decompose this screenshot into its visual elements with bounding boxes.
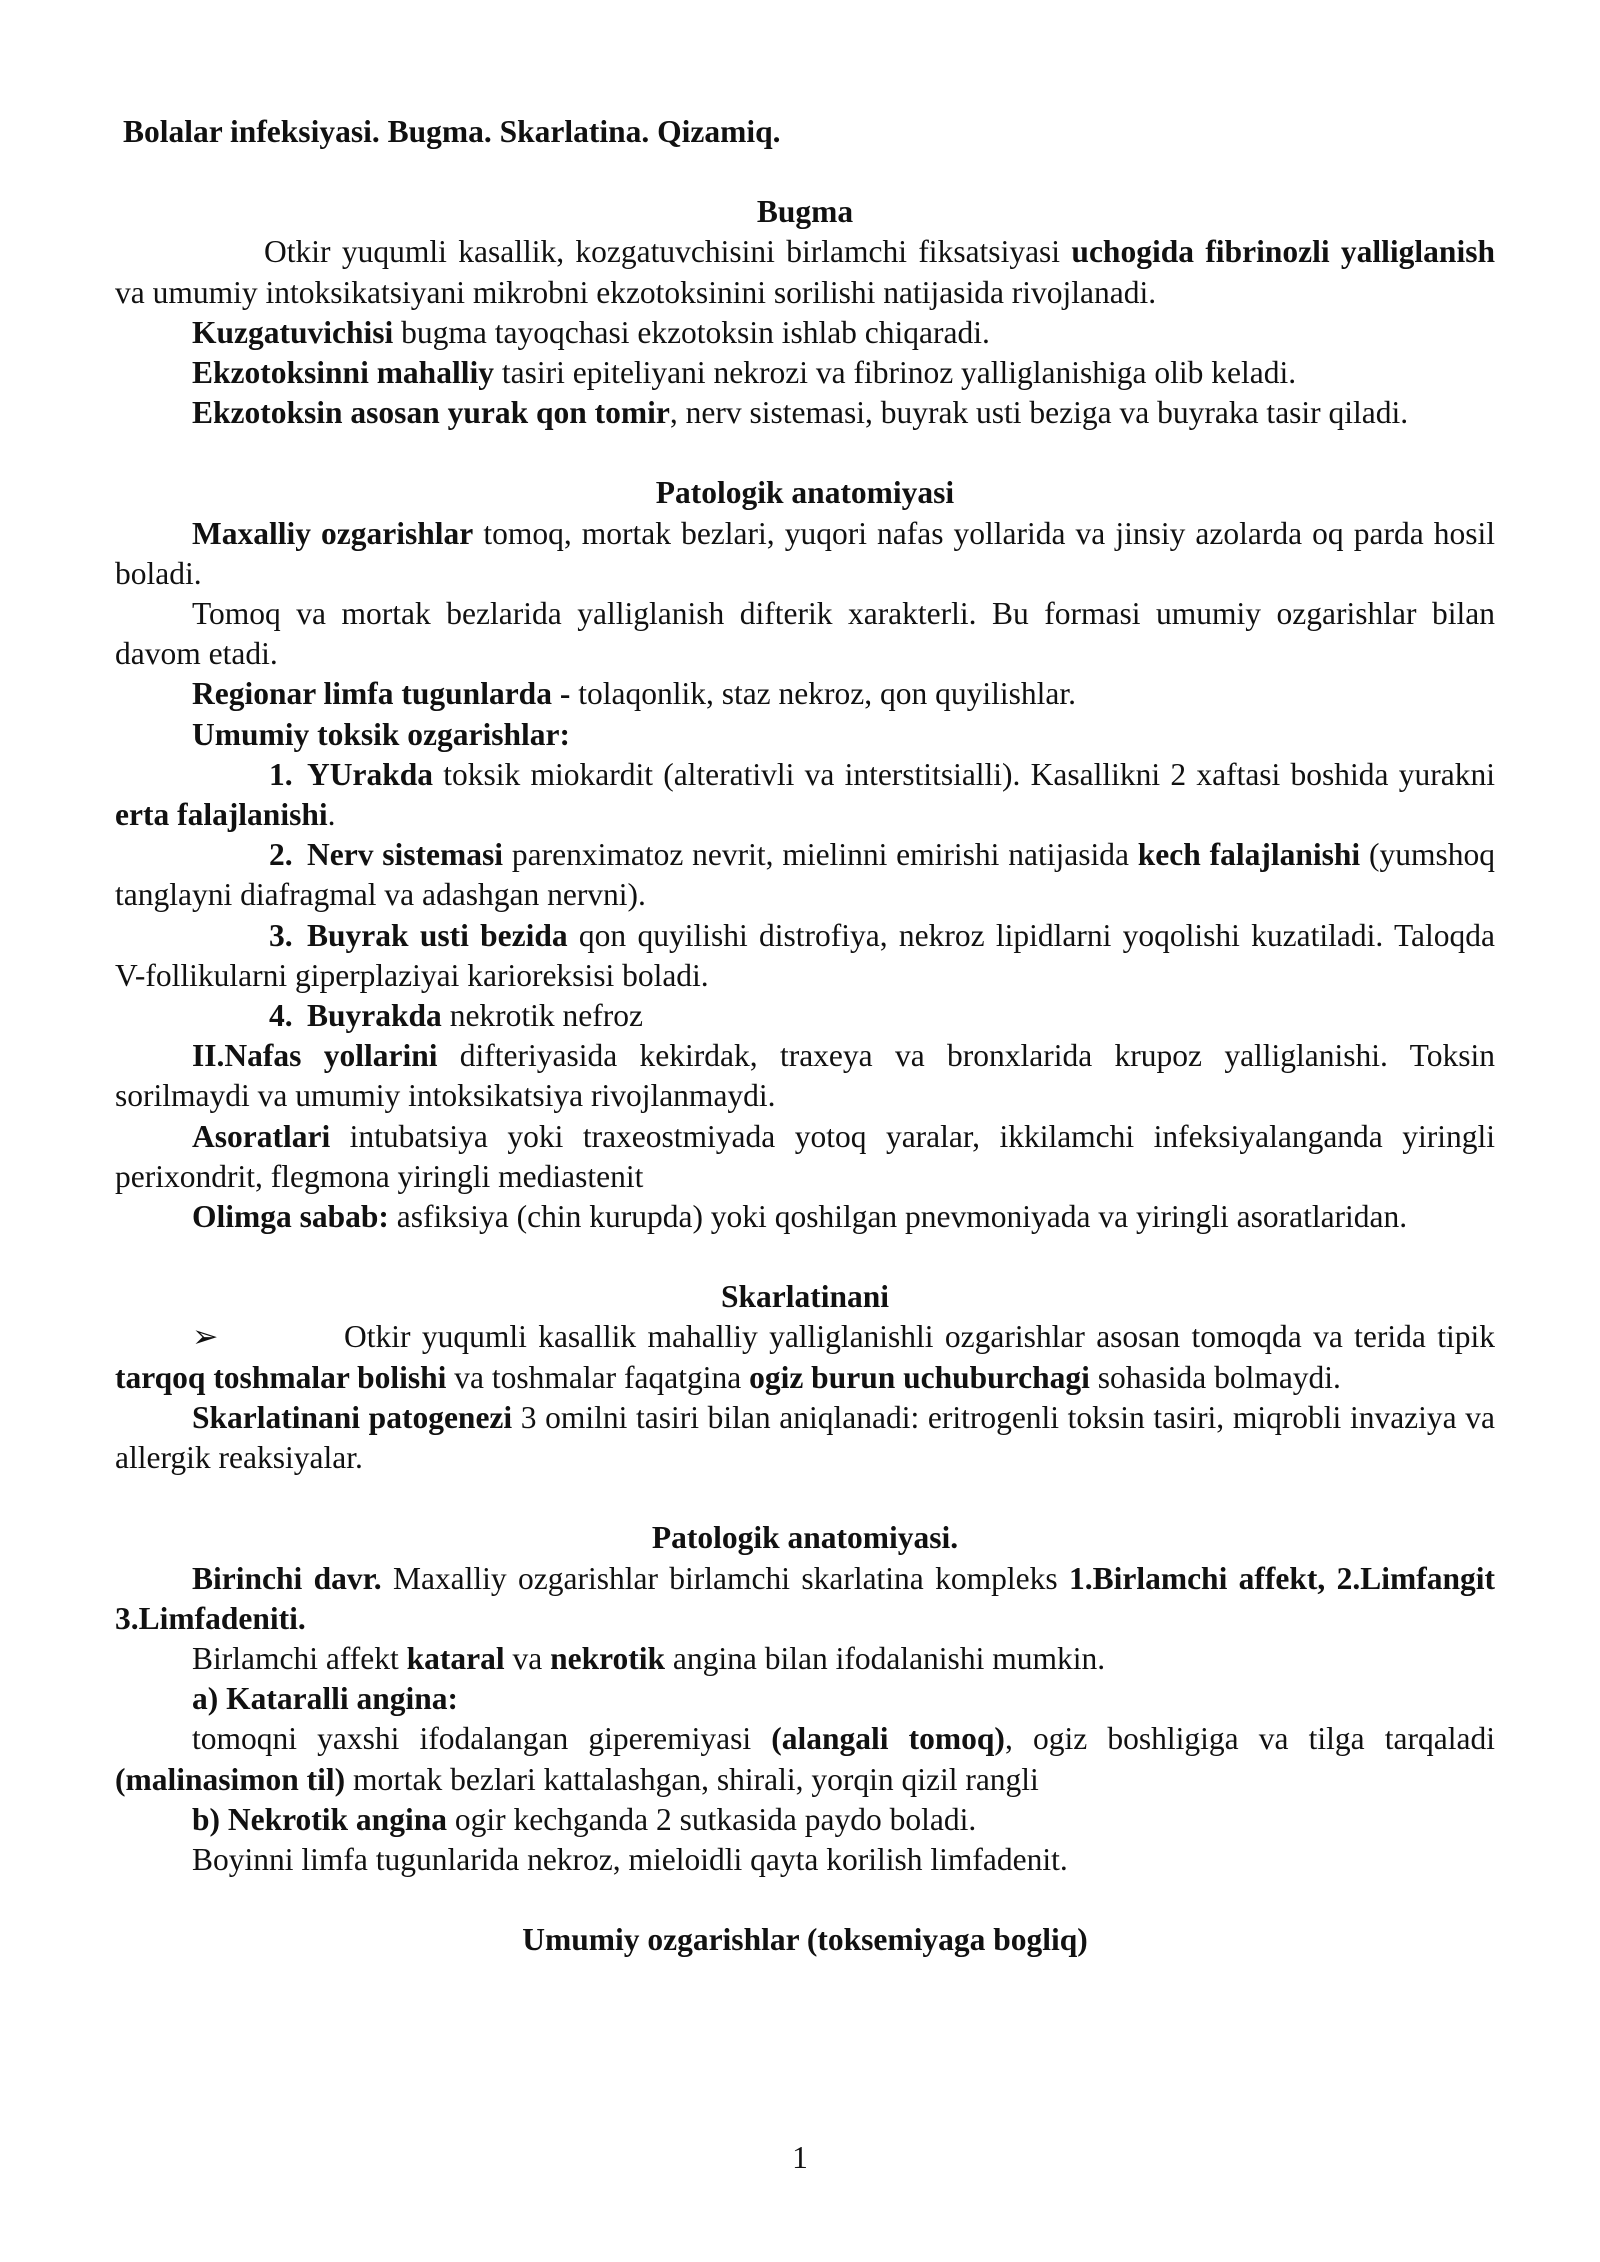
subheading: a) Kataralli angina:: [192, 1681, 458, 1717]
paragraph: tomoqni yaxshi ifodalangan giperemiyasi (alangali tomoq), ogiz boshligiga va tilga tarqaladi (malinasimon til) mortak bezlari kattalashgan, shirali, yorqin qizil rangli: [115, 1721, 1495, 1797]
paragraph: Kuzgatuvichisi bugma tayoqchasi ekzotoksin ishlab chiqaradi.: [192, 314, 990, 350]
paragraph: Boyinni limfa tugunlarida nekroz, mieloidli qayta korilish limfadenit.: [192, 1841, 1068, 1877]
paragraph: Asoratlari intubatsiya yoki traxeostmiyada yotoq yaralar, ikkilamchi infeksiyalanganda yiringli perixondrit, flegmona yiringli mediastenit: [115, 1118, 1495, 1194]
paragraph: II.Nafas yollarini difteriyasida kekirdak, traxeya va bronxlarida krupoz yalliglanishi. Toksin sorilmaydi va umumiy intoksikatsiya rivojlanmaydi.: [115, 1038, 1495, 1114]
section-heading-umumiy: Umumiy ozgarishlar (toksemiyaga bogliq): [522, 1922, 1088, 1958]
paragraph: Tomoq va mortak bezlarida yalliglanish difterik xarakterli. Bu formasi umumiy ozgarishlar bilan davom etadi.: [115, 596, 1495, 672]
list-item: 2. Nerv sistemasi parenximatoz nevrit, mielinni emirishi natijasida kech falajlanishi (yumshoq tanglayni diafragmal va adashgan nervni).: [115, 837, 1495, 913]
paragraph: Ekzotoksin asosan yurak qon tomir, nerv sistemasi, buyrak usti beziga va buyraka tasir qiladi.: [192, 395, 1409, 431]
section-heading-pat2: Patologik anatomiyasi.: [651, 1520, 959, 1556]
section-heading-skarlatina: Skarlatinani: [720, 1279, 890, 1315]
paragraph: b) Nekrotik angina ogir kechganda 2 sutkasida paydo boladi.: [192, 1801, 977, 1837]
section-heading-pat1: Patologik anatomiyasi: [655, 475, 955, 511]
paragraph: Ekzotoksinni mahalliy tasiri epiteliyani nekrozi va fibrinoz yalliglanishiga olib keladi.: [192, 355, 1297, 391]
list-item: 4. Buyrakda nekrotik nefroz: [269, 998, 643, 1034]
paragraph: Otkir yuqumli kasallik, kozgatuvchisini birlamchi fiksatsiyasi uchogida fibrinozli yalliglanish va umumiy intoksikatsiyani mikrobni ekzotoksinini sorilishi natijasida rivojlanadi.: [115, 234, 1495, 310]
paragraph: Regionar limfa tugunlarda - tolaqonlik, staz nekroz, qon quyilishlar.: [192, 676, 1076, 712]
paragraph: Maxalliy ozgarishlar tomoq, mortak bezlari, yuqori nafas yollarida va jinsiy azolarda oq parda hosil boladi.: [115, 515, 1495, 591]
arrow-bullet-icon: ➢: [192, 1319, 219, 1355]
bullet-paragraph: ➢ Otkir yuqumli kasallik mahalliy yalliglanishli ozgarishlar asosan tomoqda va terida tipik tarqoq toshmalar bolishi va toshmalar faqatgina ogiz burun uchuburchagi sohasida bolmaydi.: [115, 1319, 1495, 1395]
document-page: [115, 112, 1495, 1960]
section-heading-bugma: Bugma: [756, 194, 854, 230]
subheading: Umumiy toksik ozgarishlar:: [192, 716, 570, 752]
paragraph: Birinchi davr. Maxalliy ozgarishlar birlamchi skarlatina kompleks 1.Birlamchi affekt, 2.Limfangit 3.Limfadeniti.: [115, 1560, 1495, 1636]
page-number: 1: [792, 2140, 808, 2175]
document-title: Bolalar infeksiyasi. Bugma. Skarlatina. Qizamiq.: [123, 114, 781, 149]
paragraph: Birlamchi affekt kataral va nekrotik angina bilan ifodalanishi mumkin.: [192, 1640, 1106, 1676]
list-item: 1. YUrakda toksik miokardit (alterativli va interstitsialli). Kasallikni 2 xaftasi boshida yurakni erta falajlanishi.: [115, 756, 1495, 833]
paragraph: Olimga sabab: asfiksiya (chin kurupda) yoki qoshilgan pnevmoniyada va yiringli asoratlaridan.: [192, 1199, 1408, 1235]
list-item: 3. Buyrak usti bezida qon quyilishi distrofiya, nekroz lipidlarni yoqolishi kuzatiladi. Taloqda V-follikularni giperplaziyai karioreksisi boladi.: [115, 917, 1495, 993]
paragraph: Skarlatinani patogenezi 3 omilni tasiri bilan aniqlanadi: eritrogenli toksin tasiri, miqrobli invaziya va allergik reaksiyalar.: [115, 1399, 1495, 1476]
